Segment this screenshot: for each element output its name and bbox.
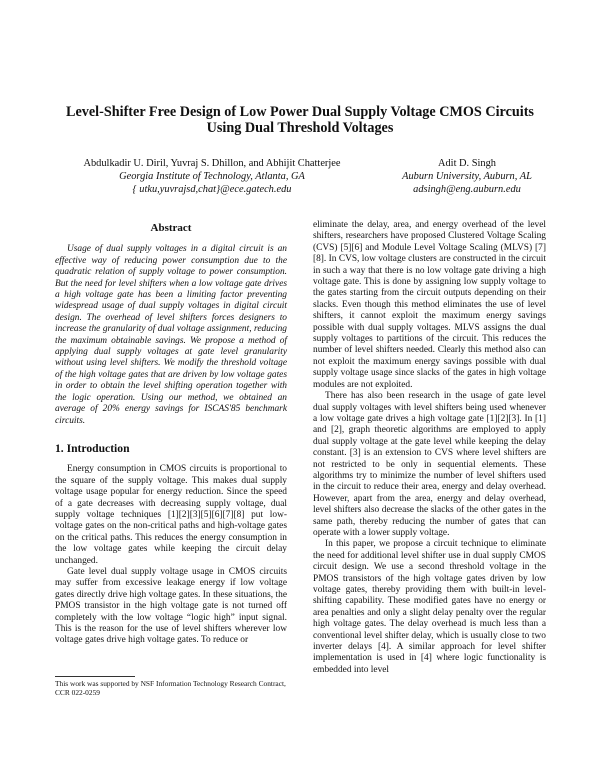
author-affiliation: Georgia Institute of Technology, Atlanta, GA [119, 171, 305, 182]
author-affiliation: Auburn University, Auburn, AL [402, 171, 532, 182]
author-block-auburn [392, 157, 542, 196]
left-column [55, 220, 287, 647]
footnote-rule [55, 676, 135, 677]
footnote [55, 676, 287, 697]
intro-paragraph: Gate level dual supply voltage usage in CMOS circuits may suffer from excessive leakage energy if low voltage gates directly drive high voltage gates. In these situations, the PMOS transistor in the high voltage gate is not turned off completely with the low voltage “logic high” input signal. This is the reason for the use of level shifters wherever low voltage gates drive high voltage gates. To reduce or [55, 566, 287, 646]
intro-paragraph: Energy consumption in CMOS circuits is proportional to the square of the supply voltage. This makes dual supply voltage usage popular for energy reduction. Since the speed of a gate decreases with decreasing supply voltage, dual supply voltage techniques [1][2][3][5][6][7][8] put low-voltage gates on the non-critical paths and high-voltage gates on the critical paths. This reduces the energy consumption in the low voltage gates while keeping the circuit delay unchanged. [55, 464, 287, 566]
body-paragraph: In this paper, we propose a circuit technique to eliminate the need for additional level shifter use in dual supply CMOS circuit design. We use a second threshold voltage in the PMOS transistors of the high voltage gates driven by low voltage gates, thereby providing them with built-in level-shifting capability. These modified gates have no energy or area penalties and only a slight delay penalty over the regular high voltage gates. The delay overhead is much less than a conventional level shifter delay, which is usually close to two inverter delays [4]. A similar approach for level shifter implementation is used in [4] where logic functionality is embedded into level [313, 539, 546, 675]
section-heading-introduction: 1. Introduction [55, 441, 130, 455]
author-names: Abdulkadir U. Diril, Yuvraj S. Dhillon, and Abhijit Chatterjee [83, 158, 341, 169]
body-paragraph: eliminate the delay, area, and energy overhead of the level shifters, researchers have proposed Clustered Voltage Scaling (CVS) [5][6] and Module Level Voltage Scaling (MLVS) [7][8]. In CVS, low voltage clusters are constructed in the circuit in such a way that there is no low voltage gate driving a high voltage gate. This is done by assigning low supply voltage to the gates starting from the circuit outputs depending on their slacks. Even though this method eliminates the use of level shifters, it cannot exploit the maximum energy savings possible with dual supply voltages. MLVS assigns the dual supply voltages to partitions of the circuit. This reduces the number of level shifters needed. Clearly this method also can not exploit the maximum energy savings possible with dual supply voltage usage since slacks of the gates in high voltage modules are not exploited. [313, 220, 546, 390]
author-email: { utku,yuvrajsd,chat}@ece.gatech.edu [132, 184, 292, 195]
abstract-text: Usage of dual supply voltages in a digital circuit is an effective way of reducing power consumption due to the quadratic relation of supply voltage to power consumption. But the need for level shifters when a low voltage gate drives a high voltage gate has been a limiting factor preventing widespread usage of dual supply voltages in digital circuit design. The overhead of level shifters forces designers to increase the granularity of dual voltage assignment, reducing the maximum obtainable savings. We propose a method of applying dual supply voltages at gate level granularity without using level shifters. We modify the threshold voltage of the high voltage gates that are driven by low voltage gates in order to obtain the level shifting operation together with the logic operation. Using our method, we obtained an average of 20% energy savings for ISCAS'85 benchmark circuits. [55, 244, 287, 426]
body-paragraph: There has also been research in the usage of gate level dual supply voltages with level shifters being used whenever a low voltage gate drives a high voltage gate [1][2][3]. In [1] and [2], graph theoretic algorithms are employed to apply dual supply voltage at the gate level while keeping the delay constant. [3] is an extension to CVS where level shifters are not restricted to be only in sequential elements. These algorithms try to minimize the number of level shifters used in the circuit to reduce their area, energy and delay overhead. However, apart from the area, energy and delay overhead, level shifters also decrease the slacks of the other gates in the same path, thereby reducing the number of gates that can operate with a lower supply voltage. [313, 391, 546, 538]
author-email: adsingh@eng.auburn.edu [413, 184, 521, 195]
footnote-text: This work was supported by NSF Information Technology Research Contract, CCR 022-0259 [55, 679, 286, 697]
author-names: Adit D. Singh [437, 158, 497, 169]
author-block-gatech [60, 157, 364, 196]
paper-title: Level-Shifter Free Design of Low Power Dual Supply Voltage CMOS Circuits Using Dual Threshold Voltages [66, 104, 534, 136]
right-column [313, 220, 546, 676]
abstract-heading: Abstract [150, 222, 192, 234]
